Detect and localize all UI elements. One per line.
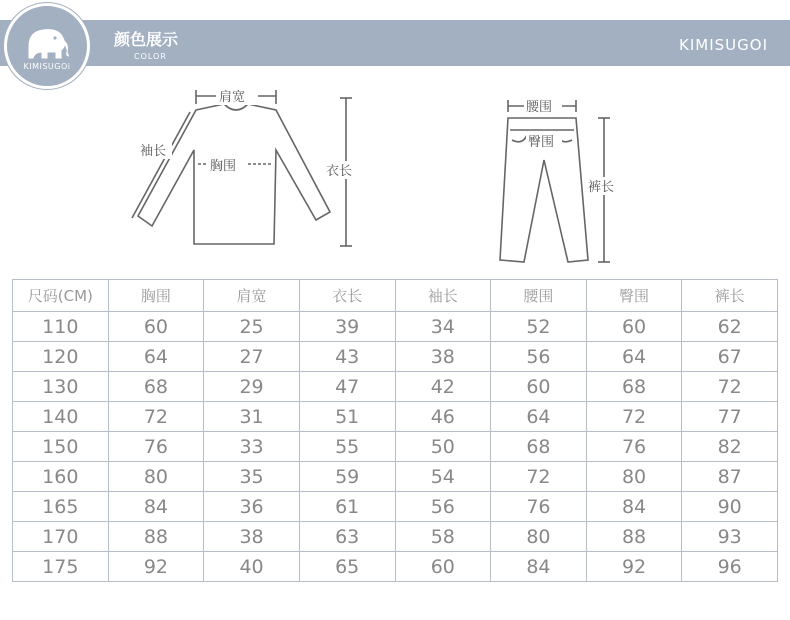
table-cell: 76 (491, 492, 587, 522)
brand-name: KIMISUGOI (679, 36, 768, 54)
table-cell: 67 (682, 342, 778, 372)
hip-label: 臀围 (528, 135, 555, 150)
table-row (13, 342, 778, 372)
chest-label: 胸围 (210, 159, 237, 174)
pants-length-label: 裤长 (588, 180, 615, 195)
table-cell: 84 (491, 552, 587, 582)
table-cell: 175 (13, 552, 109, 582)
table-cell: 82 (682, 432, 778, 462)
table-cell: 72 (491, 462, 587, 492)
table-cell: 42 (395, 372, 491, 402)
shoulder-label: 肩宽 (219, 90, 246, 105)
table-cell: 92 (108, 552, 204, 582)
column-header: 腰围 (491, 280, 587, 312)
table-cell: 51 (299, 402, 395, 432)
table-row (13, 462, 778, 492)
table-cell: 160 (13, 462, 109, 492)
column-header: 尺码(CM) (13, 280, 109, 312)
column-header: 胸围 (108, 280, 204, 312)
column-header: 臀围 (586, 280, 682, 312)
table-cell: 92 (586, 552, 682, 582)
table-row (13, 522, 778, 552)
length-label: 衣长 (326, 164, 353, 179)
table-cell: 87 (682, 462, 778, 492)
table-cell: 34 (395, 312, 491, 342)
table-cell: 77 (682, 402, 778, 432)
table-cell: 58 (395, 522, 491, 552)
table-cell: 68 (108, 372, 204, 402)
table-cell: 64 (108, 342, 204, 372)
table-cell: 29 (204, 372, 300, 402)
table-cell: 25 (204, 312, 300, 342)
table-cell: 120 (13, 342, 109, 372)
banner-title: 颜色展示 (114, 30, 179, 49)
measurement-diagram (0, 70, 790, 270)
table-cell: 165 (13, 492, 109, 522)
table-row (13, 492, 778, 522)
logo-text: KIMISUGOi (23, 62, 71, 71)
table-cell: 88 (586, 522, 682, 552)
table-cell: 50 (395, 432, 491, 462)
table-row (13, 552, 778, 582)
table-cell: 60 (586, 312, 682, 342)
table-cell: 63 (299, 522, 395, 552)
table-row (13, 402, 778, 432)
table-cell: 60 (395, 552, 491, 582)
table-cell: 54 (395, 462, 491, 492)
table-cell: 76 (586, 432, 682, 462)
waist-label: 腰围 (526, 100, 553, 115)
table-cell: 65 (299, 552, 395, 582)
table-cell: 56 (491, 342, 587, 372)
table-cell: 140 (13, 402, 109, 432)
table-cell: 88 (108, 522, 204, 552)
table-cell: 84 (108, 492, 204, 522)
table-cell: 64 (491, 402, 587, 432)
header-banner (0, 20, 790, 66)
table-header-row (13, 280, 778, 312)
table-cell: 56 (395, 492, 491, 522)
table-cell: 36 (204, 492, 300, 522)
column-header: 裤长 (682, 280, 778, 312)
table-cell: 80 (586, 462, 682, 492)
table-cell: 33 (204, 432, 300, 462)
table-cell: 130 (13, 372, 109, 402)
table-cell: 93 (682, 522, 778, 552)
table-cell: 59 (299, 462, 395, 492)
table-cell: 72 (586, 402, 682, 432)
table-cell: 47 (299, 372, 395, 402)
table-cell: 39 (299, 312, 395, 342)
table-cell: 80 (108, 462, 204, 492)
table-cell: 43 (299, 342, 395, 372)
table-row (13, 432, 778, 462)
table-cell: 150 (13, 432, 109, 462)
table-row (13, 372, 778, 402)
table-cell: 52 (491, 312, 587, 342)
table-cell: 76 (108, 432, 204, 462)
table-cell: 27 (204, 342, 300, 372)
table-cell: 35 (204, 462, 300, 492)
table-cell: 60 (108, 312, 204, 342)
table-cell: 110 (13, 312, 109, 342)
table-cell: 90 (682, 492, 778, 522)
table-cell: 68 (491, 432, 587, 462)
table-cell: 46 (395, 402, 491, 432)
table-cell: 80 (491, 522, 587, 552)
table-cell: 38 (204, 522, 300, 552)
table-cell: 40 (204, 552, 300, 582)
table-row (13, 312, 778, 342)
banner-subtitle: COLOR (134, 52, 167, 61)
table-cell: 60 (491, 372, 587, 402)
table-cell: 170 (13, 522, 109, 552)
column-header: 肩宽 (204, 280, 300, 312)
table-cell: 55 (299, 432, 395, 462)
table-cell: 61 (299, 492, 395, 522)
column-header: 袖长 (395, 280, 491, 312)
table-cell: 62 (682, 312, 778, 342)
table-cell: 68 (586, 372, 682, 402)
column-header: 衣长 (299, 280, 395, 312)
table-cell: 96 (682, 552, 778, 582)
table-cell: 84 (586, 492, 682, 522)
table-cell: 31 (204, 402, 300, 432)
table-cell: 38 (395, 342, 491, 372)
size-table (12, 279, 778, 582)
table-cell: 64 (586, 342, 682, 372)
table-body (13, 312, 778, 582)
table-cell: 72 (682, 372, 778, 402)
sleeve-label: 袖长 (140, 144, 167, 159)
table-cell: 72 (108, 402, 204, 432)
